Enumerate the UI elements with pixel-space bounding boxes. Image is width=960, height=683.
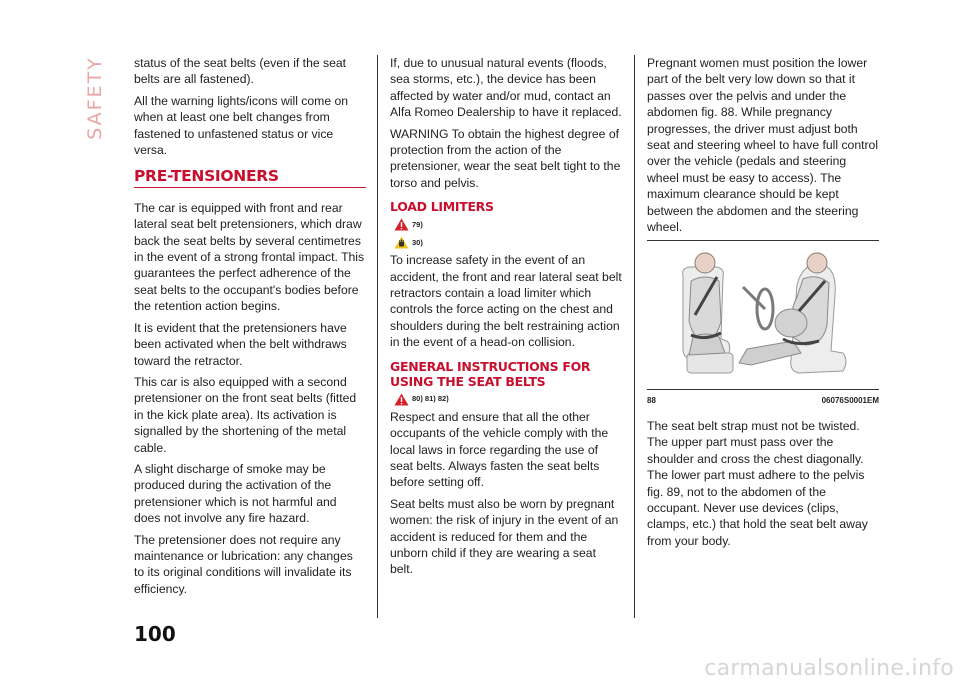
- column-1: [134, 55, 366, 602]
- paragraph: status of the seat belts (even if the seat belts are all fastened).: [134, 56, 347, 87]
- column-2: [390, 55, 622, 583]
- column-divider: [634, 55, 635, 618]
- caution-reference: [394, 234, 622, 251]
- paragraph: Seat belts must also be worn by pregnant women: the risk of injury in the event of an accident is reduced for them and the unborn child if they are wearing a seat belt.: [390, 496, 619, 577]
- paragraph: Respect and ensure that all the other occupants of the vehicle comply with the local laws in force regarding the use of seat belts. Always fasten the seat belts before setting off.: [390, 409, 609, 490]
- paragraph: The seat belt strap must not be twisted. The upper part must pass over the shoulder and cross the chest diagonally. The lower part must adhere to the pelvis fig. 89, not to the abdomen of the occupant. Never use devices (clips, clamps, etc.) that hold the seat belt away from your body.: [647, 418, 868, 548]
- section-tab-label: SAFETY: [84, 56, 106, 140]
- warning-reference: [394, 391, 622, 408]
- paragraph: A slight discharge of smoke may be produced during the activation of the pretensioner which is not harmful and does not involve any fire hazard.: [134, 461, 337, 526]
- figure-caption: [647, 389, 879, 409]
- column-divider: [377, 55, 378, 618]
- section-heading-pre-tensioners: PRE-TENSIONERS: [134, 168, 366, 187]
- figure-88: [647, 240, 879, 409]
- paragraph: WARNING To obtain the highest degree of protection from the action of the pretensioner, wear the seat belt tight to the torso and pelvis.: [390, 126, 621, 190]
- warning-ref-numbers: 80) 81) 82): [412, 393, 449, 403]
- section-heading-general-instructions: GENERAL INSTRUCTIONS FOR USING THE SEAT BELTS: [390, 358, 591, 389]
- paragraph: Pregnant women must position the lower part of the belt very low down so that it passes over the pelvis and under the abdomen fig. 88. While pregnancy progresses, the driver must adjust both seat and steering wheel to have full control over the vehicle (pedals and steering wheel must be easy to access). The maximum clearance should be kept between the abdomen and the steering wheel.: [647, 56, 879, 235]
- paragraph: To increase safety in the event of an accident, the front and rear lateral seat belt retractors contain a load limiter which controls the force acting on the chest and shoulders during the belt restraining action in the event of a head-on collision.: [390, 253, 622, 350]
- figure-code: 06076S0001EM: [821, 396, 879, 406]
- watermark: carmanualsonline.info: [704, 656, 954, 681]
- paragraph: The pretensioner does not require any maintenance or lubrication: any changes to its original conditions will invalidate its efficiency.: [134, 532, 353, 596]
- caution-hand-icon: [394, 236, 409, 249]
- paragraph: If, due to unusual natural events (floods, sea storms, etc.), the device has been affected by water and/or mud, contact an Alfa Romeo Dealership to have it replaced.: [390, 56, 622, 120]
- paragraph: The car is equipped with front and rear lateral seat belt pretensioners, which draw back the seat belts by several centimetres in the event of a strong frontal impact. This guarantees the perfect adherence of the seat belts to the occupant's bodies before the retention action begins.: [134, 200, 365, 314]
- pregnant-woman-seatbelt-illustration: [647, 241, 879, 389]
- warning-reference: [394, 216, 622, 233]
- warning-triangle-icon: [394, 218, 409, 231]
- figure-number: 88: [647, 396, 656, 406]
- warning-ref-number: 79): [412, 219, 423, 229]
- paragraph: It is evident that the pretensioners have been activated when the belt withdraws toward the retractor.: [134, 320, 347, 368]
- paragraph: This car is also equipped with a second pretensioner on the front seat belts (fitted in the kick plate area). Its activation is signalled by the shortening of the metal cable.: [134, 374, 357, 455]
- column-3: [647, 55, 879, 554]
- paragraph: All the warning lights/icons will come on when at least one belt changes from fastened to unfastened status or vice versa.: [134, 93, 349, 158]
- section-heading-load-limiters: LOAD LIMITERS: [390, 199, 494, 215]
- page-number: 100: [134, 622, 176, 646]
- caution-ref-number: 30): [412, 237, 423, 247]
- warning-triangle-icon: [394, 393, 409, 406]
- section-tab: [84, 48, 106, 148]
